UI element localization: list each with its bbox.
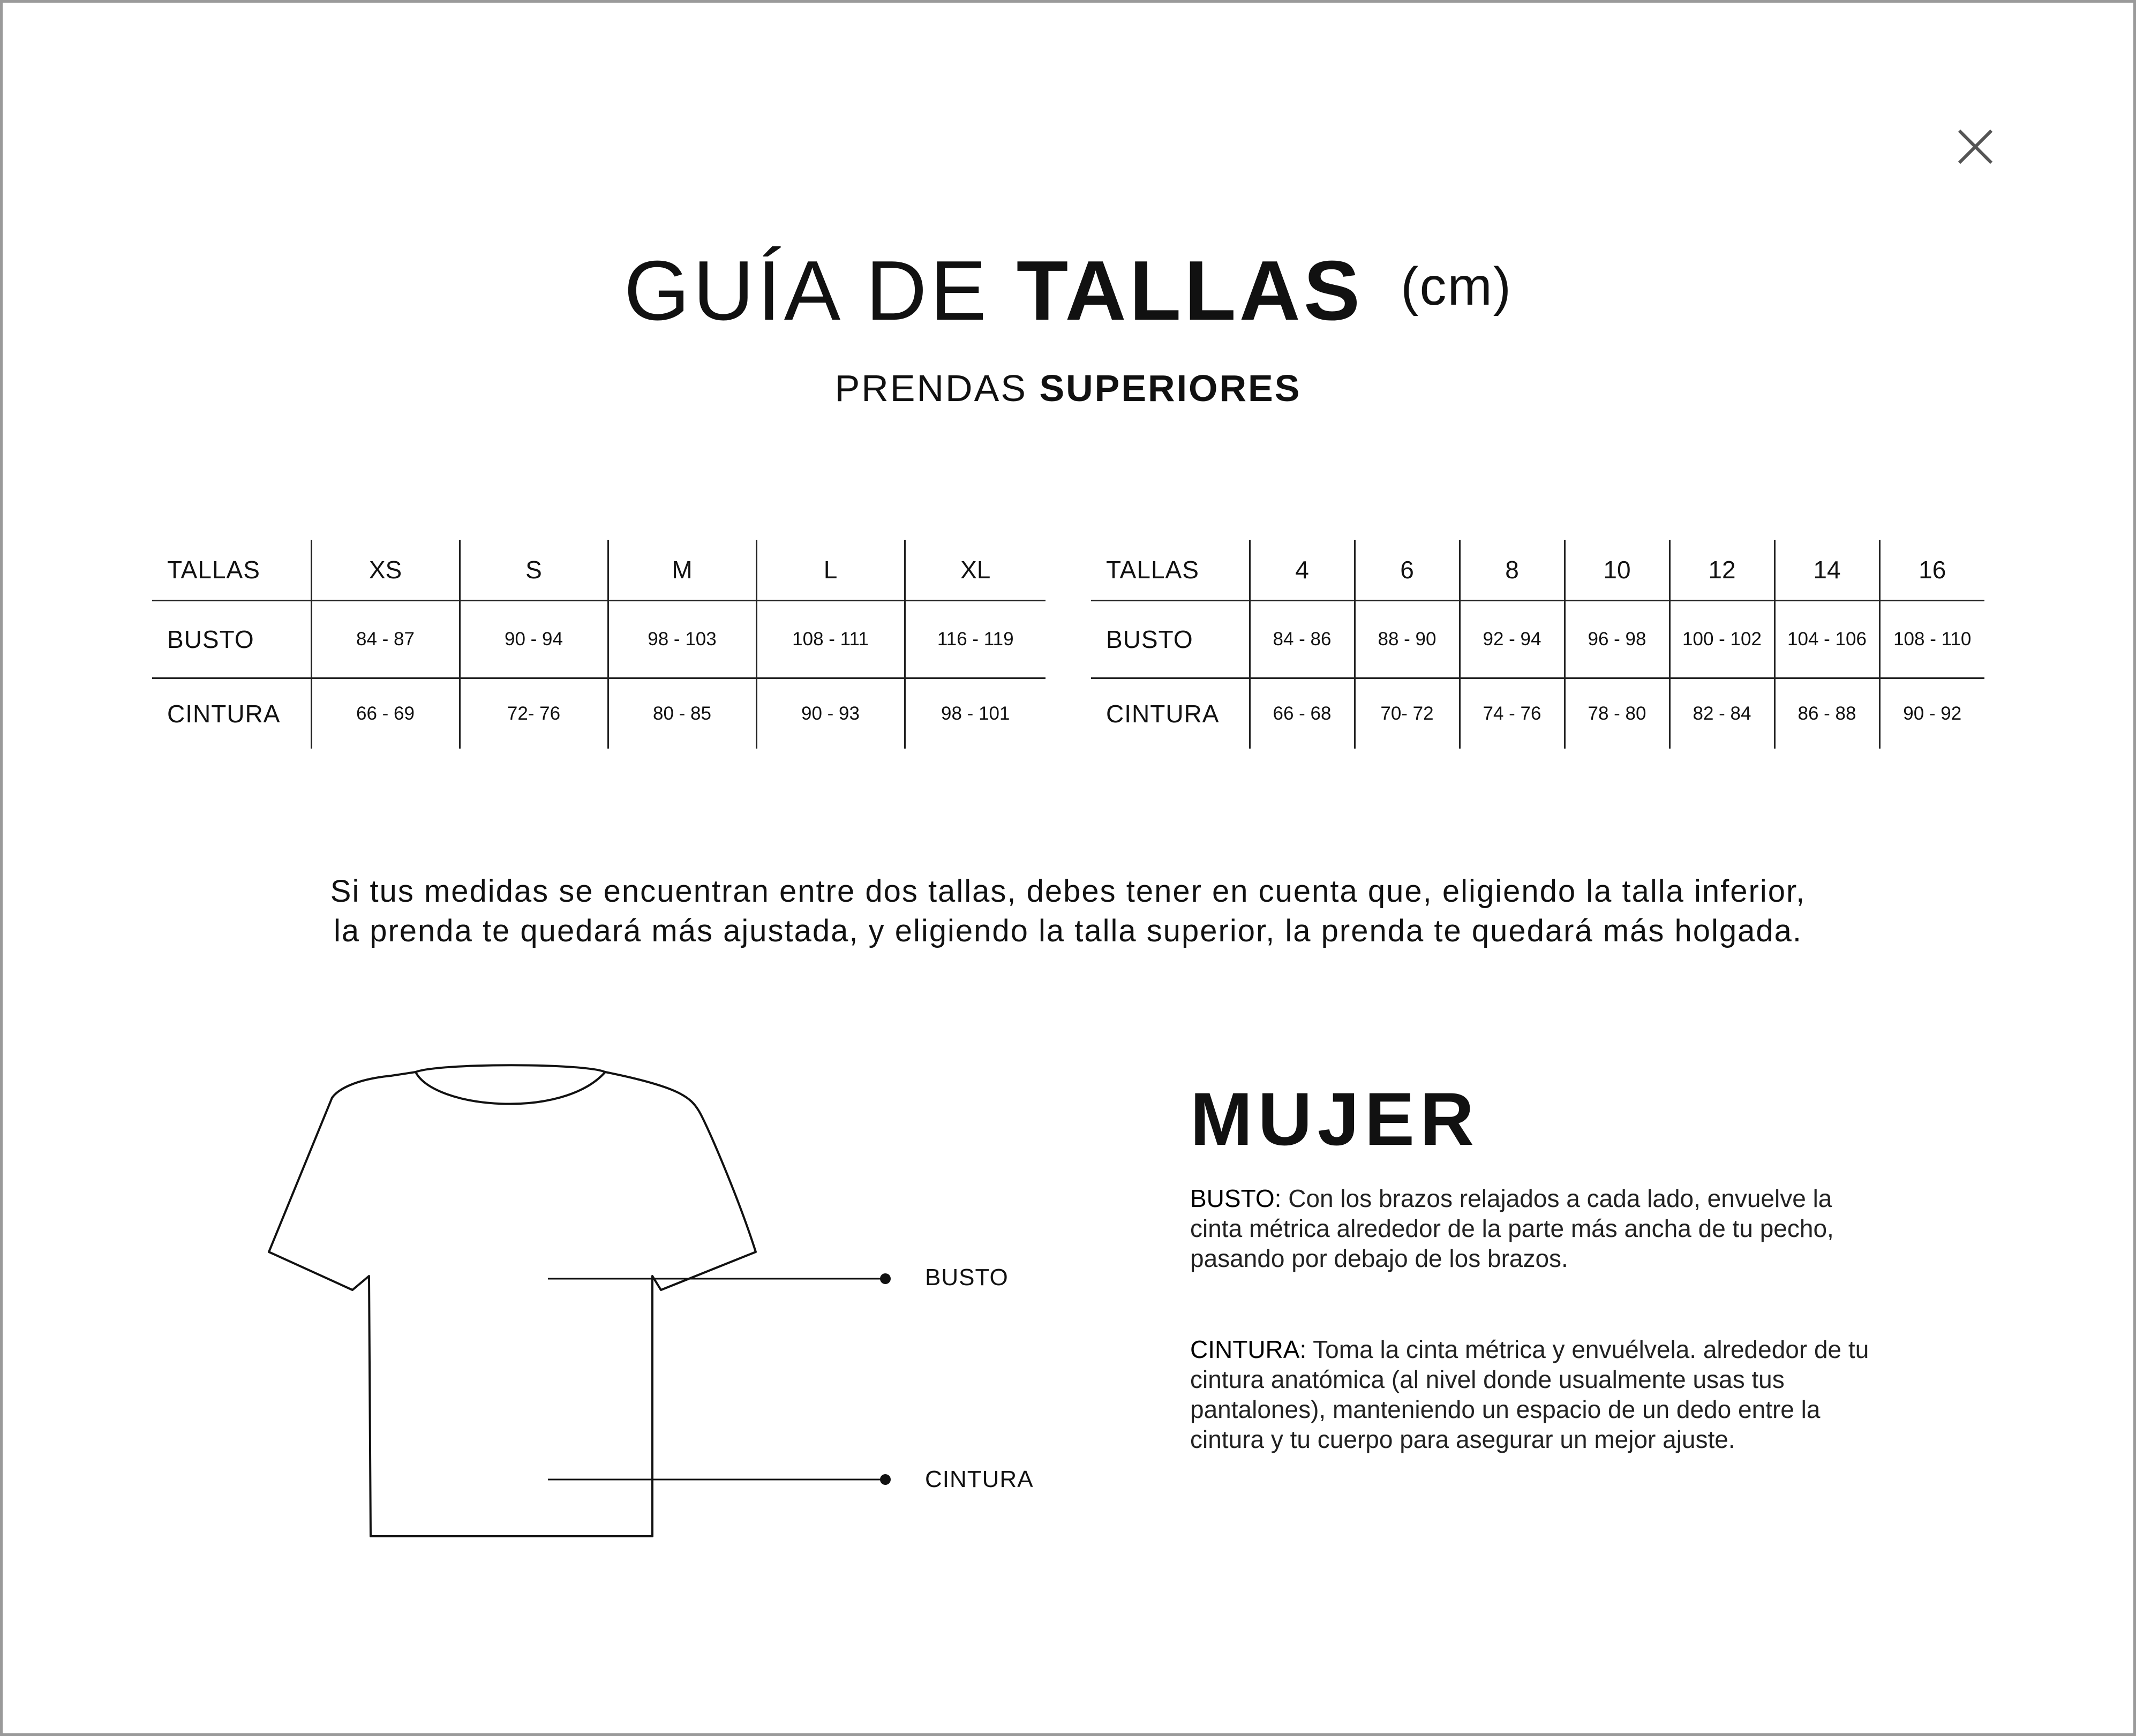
- table-cell: 78 - 80: [1565, 678, 1669, 749]
- section-title: MUJER: [1190, 1077, 1480, 1161]
- table-header-cell: S: [460, 540, 608, 601]
- table-header-cell: 14: [1774, 540, 1879, 601]
- page-subtitle: [0, 364, 2136, 412]
- table-cell: 104 - 106: [1774, 601, 1879, 678]
- table-cell: BUSTO: [152, 601, 311, 678]
- size-note: [0, 872, 2136, 951]
- table-cell: 116 - 119: [905, 601, 1046, 678]
- table-header-cell: 4: [1250, 540, 1355, 601]
- table-row: [1091, 540, 1984, 601]
- table-row: [1091, 678, 1984, 749]
- table-row: [152, 540, 1046, 601]
- table-header-cell: TALLAS: [152, 540, 311, 601]
- table-cell: 88 - 90: [1355, 601, 1460, 678]
- table-header-cell: 12: [1669, 540, 1774, 601]
- table-cell: 66 - 69: [311, 678, 460, 749]
- table-cell: 108 - 111: [756, 601, 905, 678]
- busto-description: [1190, 1183, 1886, 1273]
- table-cell: 66 - 68: [1250, 678, 1355, 749]
- table-cell: 90 - 93: [756, 678, 905, 749]
- table-header-cell: L: [756, 540, 905, 601]
- diagram-label-cintura: CINTURA: [925, 1466, 1034, 1492]
- table-cell: 90 - 92: [1879, 678, 1984, 749]
- table-cell: 70- 72: [1355, 678, 1460, 749]
- title-part-1: GUÍA DE: [623, 244, 1017, 338]
- table-cell: 108 - 110: [1879, 601, 1984, 678]
- table-row: [152, 601, 1046, 678]
- subtitle-part-2: SUPERIORES: [1039, 367, 1302, 409]
- table-row: [152, 678, 1046, 749]
- table-cell: CINTURA: [1106, 700, 1220, 728]
- size-table-kids: [1091, 540, 1984, 749]
- cintura-key: CINTURA:: [1190, 1335, 1307, 1363]
- table-cell: 98 - 103: [608, 601, 756, 678]
- table-cell: 80 - 85: [608, 678, 756, 749]
- table-cell: BUSTO: [1091, 601, 1250, 678]
- size-note-line-2: la prenda te quedará más ajustada, y eligiendo la talla superior, la prenda te quedará más holgada.: [333, 914, 1803, 948]
- diagram-label-busto: BUSTO: [925, 1264, 1009, 1290]
- table-header-cell: 6: [1355, 540, 1460, 601]
- table-cell: 98 - 101: [905, 678, 1046, 749]
- size-table-adult: [152, 540, 1046, 749]
- title-part-2: TALLAS: [1016, 244, 1364, 338]
- table-cell: 100 - 102: [1669, 601, 1774, 678]
- table-header-cell: 16: [1879, 540, 1984, 601]
- cintura-description: [1190, 1334, 1886, 1454]
- table-cell: 84 - 86: [1250, 601, 1355, 678]
- table-header-cell: 10: [1565, 540, 1669, 601]
- table-cell: 92 - 94: [1460, 601, 1565, 678]
- table-row: [1091, 601, 1984, 678]
- table-cell: 82 - 84: [1669, 678, 1774, 749]
- table-header-cell: 8: [1460, 540, 1565, 601]
- subtitle-part-1: PRENDAS: [834, 367, 1040, 409]
- table-header-cell: M: [608, 540, 756, 601]
- table-cell: 96 - 98: [1565, 601, 1669, 678]
- size-note-line-1: Si tus medidas se encuentran entre dos tallas, debes tener en cuenta que, eligiendo la talla inferior,: [330, 874, 1806, 909]
- busto-text: Con los brazos relajados a cada lado, envuelve la cinta métrica alrededor de la parte más ancha de tu pecho, pasando por debajo de los brazos.: [1190, 1184, 1834, 1272]
- title-unit: (cm): [1401, 256, 1513, 316]
- table-header-cell: XS: [311, 540, 460, 601]
- table-cell: 86 - 88: [1774, 678, 1879, 749]
- table-cell: 74 - 76: [1460, 678, 1565, 749]
- table-cell: CINTURA: [167, 700, 281, 728]
- table-cell: 72- 76: [460, 678, 608, 749]
- page-title: [0, 238, 2136, 338]
- table-header-cell: TALLAS: [1091, 540, 1250, 601]
- busto-key: BUSTO:: [1190, 1184, 1282, 1212]
- table-cell: 84 - 87: [311, 601, 460, 678]
- table-cell: 90 - 94: [460, 601, 608, 678]
- close-button[interactable]: [1956, 127, 1995, 166]
- close-icon: [1956, 127, 1995, 166]
- table-header-cell: XL: [905, 540, 1046, 601]
- cintura-text: Toma la cinta métrica y envuélvela. alrededor de tu cintura anatómica (al nivel donde usualmente usas tus pantalones), manteniendo un espacio de un dedo entre la cintura y tu cuerpo para asegurar un mejor ajuste.: [1190, 1335, 1869, 1453]
